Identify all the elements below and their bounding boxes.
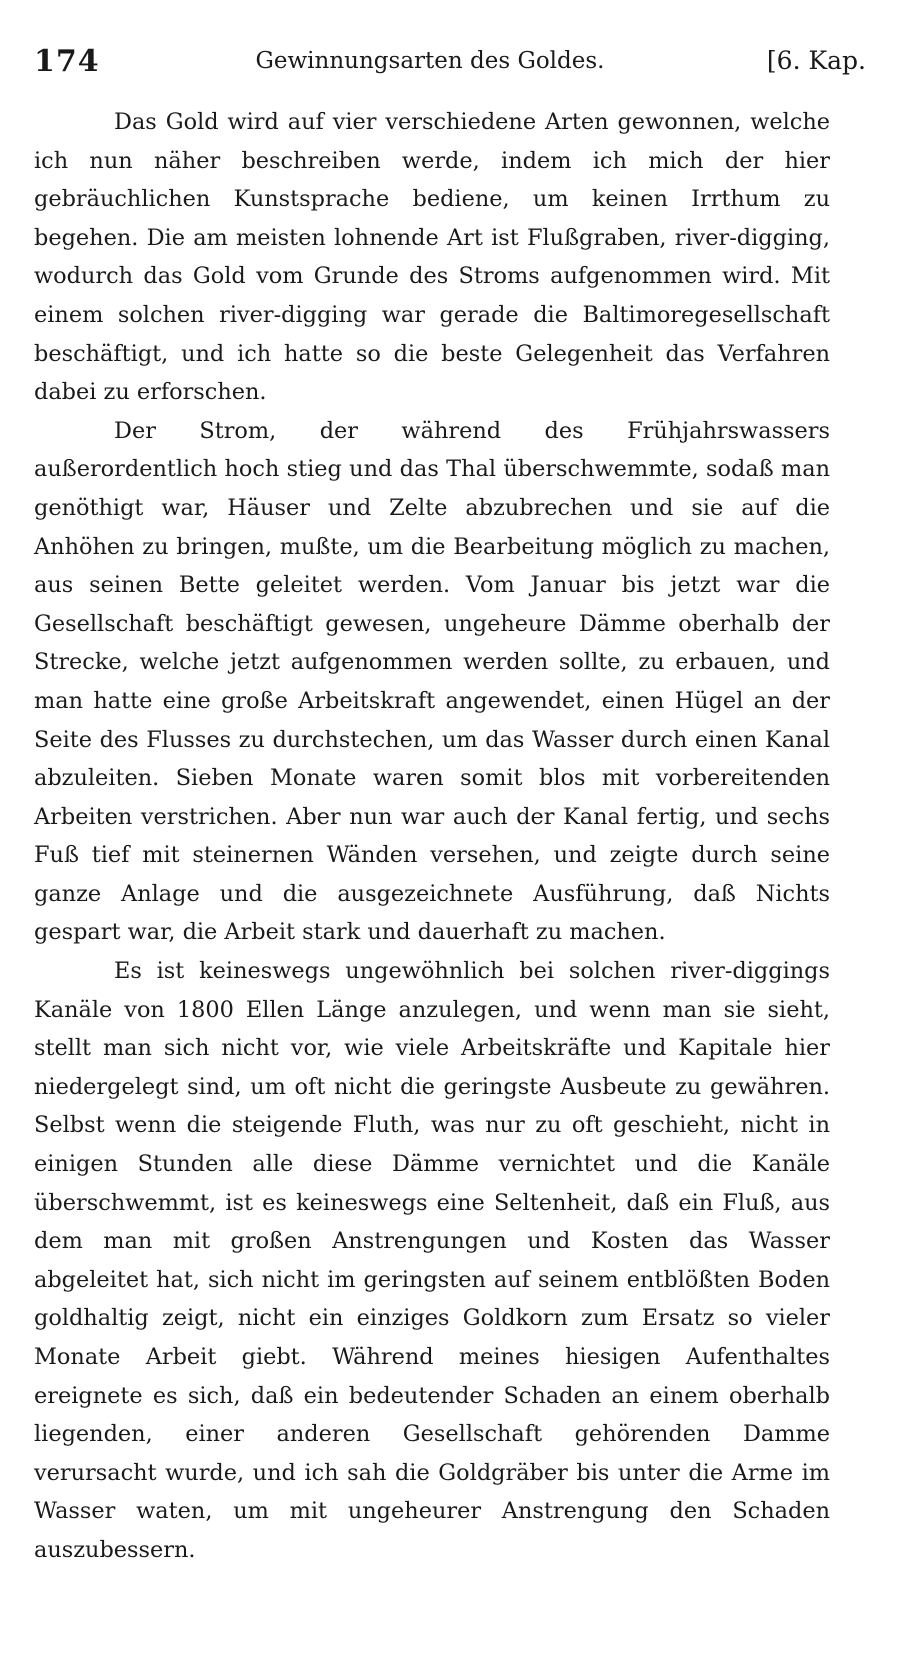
paragraph: Der Strom, der während des Frühjahrswassers außerordentlich hoch stieg und das Thal überschwemmte, sodaß man genöthigt war, Häuser und Zelte abzubrechen und sie auf die Anhöhen zu bringen, mußte, um die Bearbeitung möglich zu machen, aus seinen Bette geleitet werden. Vom Januar bis jetzt war die Gesellschaft beschäftigt gewesen, ungeheure Dämme oberhalb der Strecke, welche jetzt aufgenommen werden sollte, zu erbauen, und man hatte eine große Arbeitskraft angewendet, einen Hügel an der Seite des Flusses zu durchstechen, um das Wasser durch einen Kanal abzuleiten. Sieben Monate waren somit blos mit vorbereitenden Arbeiten verstrichen. Aber nun war auch der Kanal fertig, und sechs Fuß tief mit steinernen Wänden versehen, und zeigte durch seine ganze Anlage und die ausgezeichnete Ausführung, daß Nichts gespart war, die Arbeit stark und dauerhaft zu machen. xyxy=(34,417,830,946)
paragraph: Das Gold wird auf vier verschiedene Arten gewonnen, welche ich nun näher beschreiben werde, indem ich mich der hier gebräuchlichen Kunstsprache bediene, um keinen Irrthum zu begehen. Die am meisten lohnende Art ist Flußgraben, river-digging, wodurch das Gold vom Grunde des Stroms aufgenommen wird. Mit einem solchen river-digging war gerade die Baltimoregesellschaft beschäftigt, und ich hatte so die beste Gelegenheit das Verfahren dabei zu erforschen. xyxy=(34,109,830,406)
page-header xyxy=(34,44,866,84)
body-text xyxy=(34,103,830,1570)
running-head: Gewinnungsarten des Goldes. xyxy=(255,48,605,74)
page-number: 174 xyxy=(34,44,100,79)
chapter-mark: [6. Kap. xyxy=(766,46,866,75)
paragraph: Es ist keineswegs ungewöhnlich bei solchen river-diggings Kanäle von 1800 Ellen Länge anzulegen, und wenn man sie sieht, stellt man sich nicht vor, wie viele Arbeitskräfte und Kapitale hier niedergelegt sind, um oft nicht die geringste Ausbeute zu gewähren. Selbst wenn die steigende Fluth, was nur zu oft geschieht, nicht in einigen Stunden alle diese Dämme vernichtet und die Kanäle überschwemmt, ist es keineswegs eine Seltenheit, daß ein Fluß, aus dem man mit großen Anstrengungen und Kosten das Wasser abgeleitet hat, sich nicht im geringsten auf seinem entblößten Boden goldhaltig zeigt, nicht ein einziges Goldkorn zum Ersatz so vieler Monate Arbeit giebt. Während meines hiesigen Aufenthaltes ereignete es sich, daß ein bedeutender Schaden an einem oberhalb liegenden, einer anderen Gesellschaft gehörenden Damme verursacht wurde, und ich sah die Goldgräber bis unter die Arme im Wasser waten, um mit ungeheurer Anstrengung den Schaden auszubessern. xyxy=(34,958,830,1563)
